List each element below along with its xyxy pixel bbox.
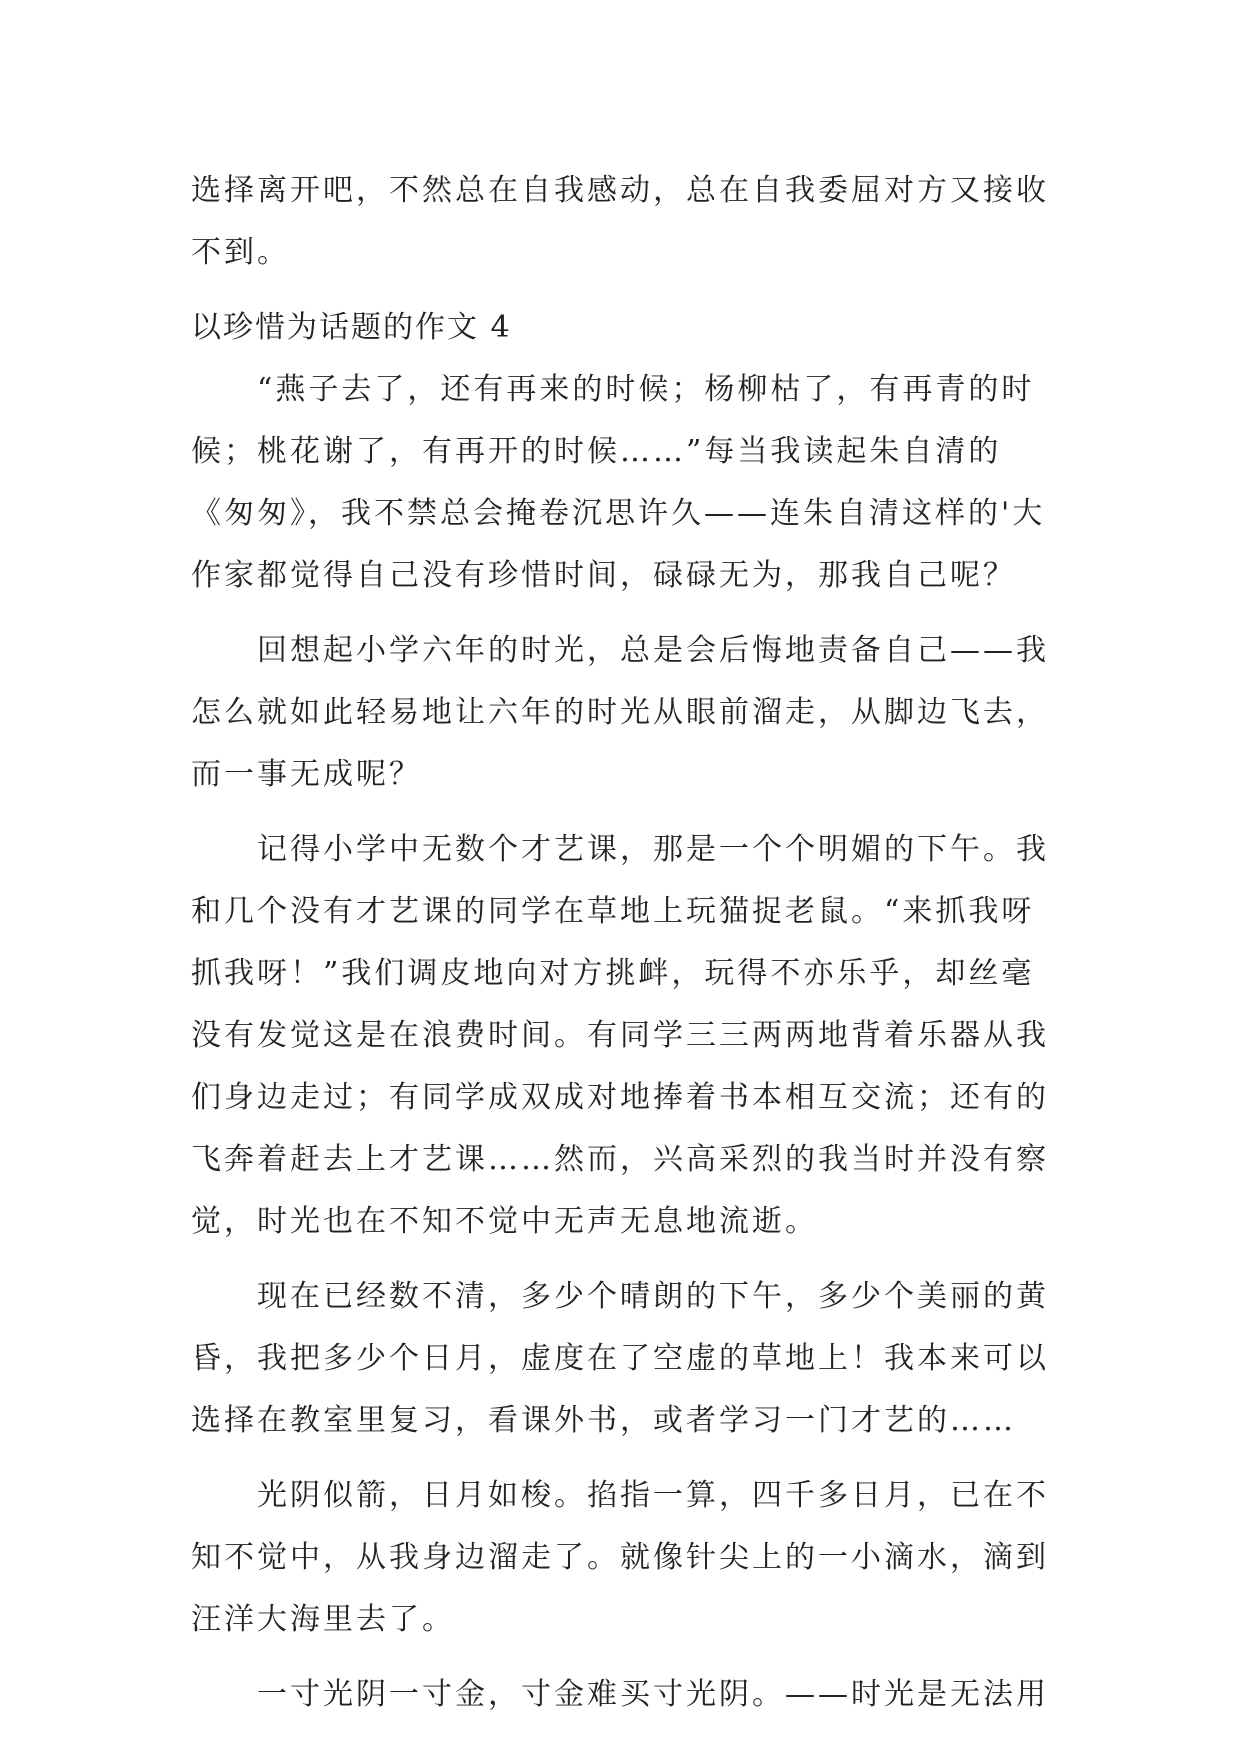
text-line: 不到。	[191, 235, 290, 270]
text-line: 候；桃花谢了，有再开的时候……”每当我读起朱自清的	[191, 434, 1002, 469]
text-line: 而一事无成呢？	[191, 757, 422, 792]
text-line: 抓我呀！”我们调皮地向对方挑衅，玩得不亦乐乎，却丝毫	[191, 956, 1035, 991]
text-line: 作家都觉得自己没有珍惜时间，碌碌无为，那我自己呢？	[191, 558, 1016, 593]
text-line: 《匆匆》，我不禁总会掩卷沉思许久——连朱自清这样的'大	[191, 496, 1046, 531]
text-line: 汪洋大海里去了。	[191, 1602, 455, 1637]
paragraph-1	[191, 359, 1051, 607]
text-line: 现在已经数不清，多少个晴朗的下午，多少个美丽的黄	[257, 1279, 1049, 1314]
paragraph-5	[191, 1465, 1051, 1651]
text-line: 怎么就如此轻易地让六年的时光从眼前溜走，从脚边飞去，	[191, 695, 1049, 730]
text-line: 飞奔着赶去上才艺课……然而，兴高采烈的我当时并没有察	[191, 1142, 1049, 1177]
text-line: 觉，时光也在不知不觉中无声无息地流逝。	[191, 1204, 818, 1239]
text-line: “燕子去了，还有再来的时候；杨柳枯了，有再青的时	[257, 372, 1035, 407]
section-heading: 以珍惜为话题的作文 4	[191, 310, 512, 345]
text-line: 没有发觉这是在浪费时间。有同学三三两两地背着乐器从我	[191, 1018, 1049, 1053]
text-line: 选择离开吧，不然总在自我感动，总在自我委屈对方又接收	[191, 173, 1049, 208]
text-line: 一寸光阴一寸金，寸金难买寸光阴。——时光是无法用	[257, 1677, 1049, 1712]
document-body	[191, 160, 1051, 1739]
paragraph-4	[191, 1266, 1051, 1452]
paragraph-3	[191, 819, 1051, 1253]
text-line: 知不觉中，从我身边溜走了。就像针尖上的一小滴水，滴到	[191, 1540, 1049, 1575]
text-line: 们身边走过；有同学成双成对地捧着书本相互交流；还有的	[191, 1080, 1049, 1115]
intro-paragraph	[191, 160, 1051, 284]
text-line: 记得小学中无数个才艺课，那是一个个明媚的下午。我	[257, 832, 1049, 867]
paragraph-6	[191, 1664, 1051, 1726]
text-line: 光阴似箭，日月如梭。掐指一算，四千多日月，已在不	[257, 1478, 1049, 1513]
text-line: 和几个没有才艺课的同学在草地上玩猫捉老鼠。“来抓我呀	[191, 894, 1035, 929]
paragraph-2	[191, 620, 1051, 806]
text-line: 昏，我把多少个日月，虚度在了空虚的草地上！我本来可以	[191, 1341, 1049, 1376]
text-line: 回想起小学六年的时光，总是会后悔地责备自己——我	[257, 633, 1049, 668]
text-line: 选择在教室里复习，看课外书，或者学习一门才艺的……	[191, 1403, 1016, 1438]
